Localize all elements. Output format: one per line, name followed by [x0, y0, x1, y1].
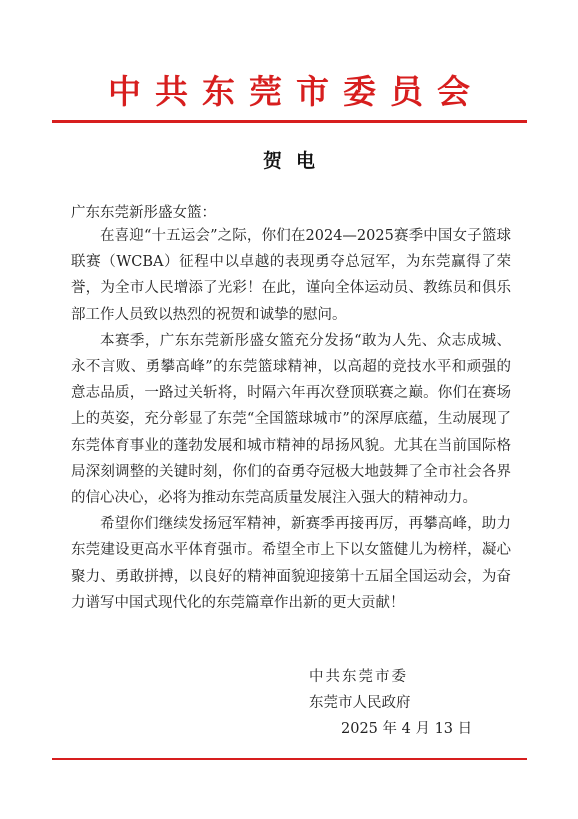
signature-org-party-committee: 中共东莞市委: [309, 669, 408, 685]
body-paragraph: 希望你们继续发扬冠军精神，新赛季再接再厉，再攀高峰，助力东莞建设更高水平体育强市。希望全市上下以女篮健儿为榜样，凝心聚力、勇敢拼搏，以良好的精神面貌迎接第十五届全国运动会，为奋力谱写中国式现代化的东莞篇章作出新的更大贡献！: [71, 516, 511, 611]
letterhead-title: 中共东莞市委员会: [108, 72, 484, 111]
salutation: 广东东莞新彤盛女篮：: [71, 205, 216, 221]
signature-block: [309, 664, 472, 742]
signature-date: 2025 年 4 月 13 日: [341, 721, 473, 737]
letter-body: [71, 223, 511, 616]
letterhead-red-rule: [52, 120, 527, 123]
footer-red-rule: [52, 758, 527, 760]
body-paragraph: 本赛季，广东东莞新彤盛女篮充分发扬“敢为人先、众志成城、永不言败、勇攀高峰”的东莞篮球精神，以高超的竞技水平和顽强的意志品质，一路过关斩将，时隔六年再次登顶联赛之巅。你们在赛场上的英姿，充分彰显了东莞“全国篮球城市”的深厚底蕴，生动展现了东莞体育事业的蓬勃发展和城市精神的昂扬风貌。尤其在当前国际格局深刻调整的关键时刻，你们的奋勇夺冠极大地鼓舞了全市社会各界的信心决心，必将为推动东莞高质量发展注入强大的精神动力。: [71, 332, 511, 507]
document-title: 贺电: [262, 150, 329, 172]
body-paragraph: 在喜迎“十五运会”之际，你们在2024—2025赛季中国女子篮球联赛（WCBA）征程中以卓越的表现勇夺总冠军，为东莞赢得了荣誉，为全市人民增添了光彩！在此，谨向全体运动员、教练员和俱乐部工作人员致以热烈的祝贺和诚挚的慰问。: [71, 228, 511, 323]
signature-org-government: 东莞市人民政府: [309, 695, 411, 711]
